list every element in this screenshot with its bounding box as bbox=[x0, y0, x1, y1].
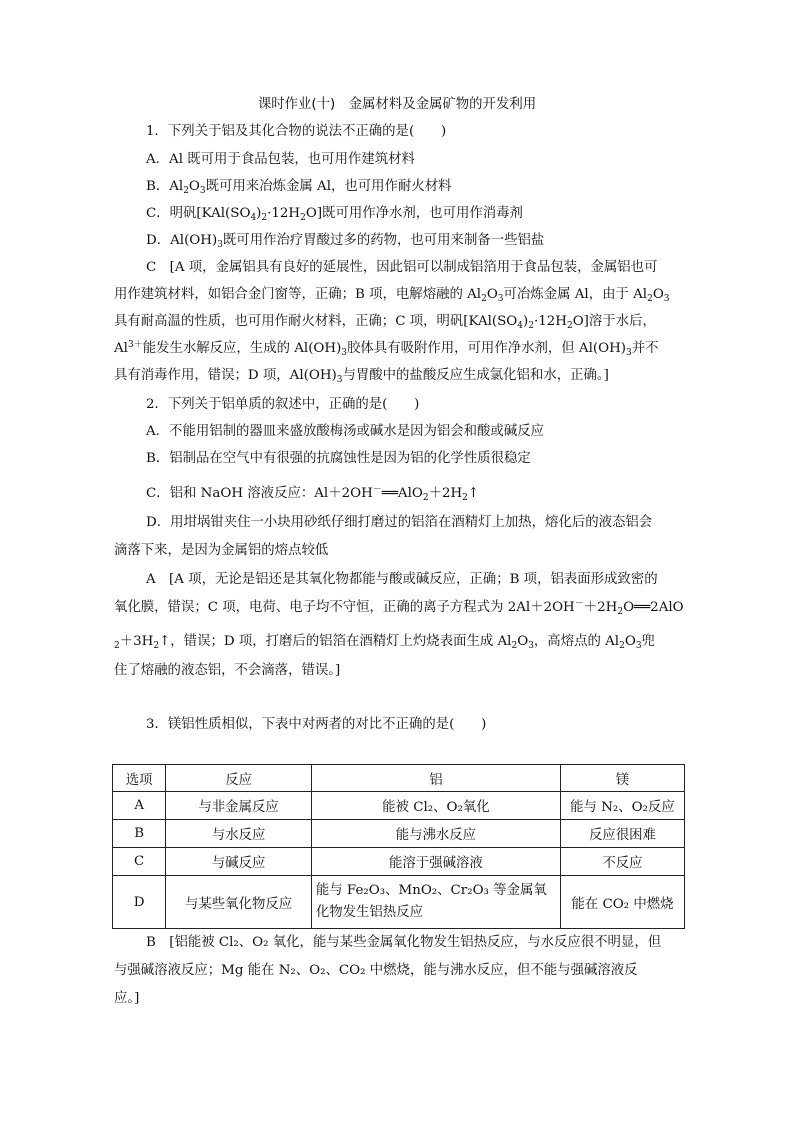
q1-option-d: D．$Al(OH)_3$既可用作治疗胃酸过多的药物，也可用来制备一些铝盐 bbox=[146, 233, 545, 250]
table-cell-al: 能与 Fe₂O₃、MnO₂、Cr₂O₃ 等金属氧化物发生铝热反应 bbox=[311, 876, 560, 929]
q2-option-d-line-2: 滴落下来，是因为金属铝的熔点较低 bbox=[114, 543, 329, 558]
table-row bbox=[113, 848, 685, 876]
q1-answer-line-3: 具有耐高温的性质，也可用作耐火材料，正确；C 项，明矾$[KAl(SO_4)_2\cdot 12H_2O]$溶于水后， bbox=[114, 314, 656, 331]
q1-option-c: C．明矾$[KAl(SO_4)_2\cdot 12H_2O]$既可用作净水剂，也可用作消毒剂 bbox=[146, 206, 523, 223]
q2-answer-line-1: A [A 项，无论是铝还是其氧化物都能与酸或碱反应，正确；B 项，铝表面形成致密的 bbox=[146, 572, 658, 587]
table-header-cell: 铝 bbox=[311, 765, 560, 792]
table-cell-reaction: 与非金属反应 bbox=[166, 792, 312, 820]
table-row bbox=[113, 792, 685, 820]
table-cell-reaction: 与碱反应 bbox=[166, 848, 312, 876]
q2-stem: 2．下列关于铝单质的叙述中，正确的是( ) bbox=[146, 397, 420, 412]
table-cell-reaction: 与水反应 bbox=[166, 820, 312, 848]
q1-answer-line-1: C [A 项，金属铝具有良好的延展性，因此铝可以制成铝箔用于食品包装，金属铝也可 bbox=[146, 260, 658, 275]
page-title: 课时作业(十) 金属材料及金属矿物的开发利用 bbox=[257, 97, 537, 112]
table-cell-mg: 能在 CO₂ 中燃烧 bbox=[560, 876, 684, 929]
table-header-cell: 选项 bbox=[113, 765, 166, 792]
q2-option-b: B．铝制品在空气中有很强的抗腐蚀性是因为铝的化学性质很稳定 bbox=[146, 451, 531, 466]
table-cell-al: 能被 Cl₂、O₂氧化 bbox=[311, 792, 560, 820]
q2-option-d-line-1: D．用坩埚钳夹住一小块用砂纸仔细打磨过的铝箔在酒精灯上加热，熔化后的液态铝会 bbox=[146, 515, 653, 530]
table-cell-mg: 反应很困难 bbox=[560, 820, 684, 848]
q3-answer-line-1: B [铝能被 Cl₂、O₂ 氧化，能与某些金属氧化物发生铝热反应，与水反应很不明显，但 bbox=[146, 935, 662, 950]
q1-stem: 1．下列关于铝及其化合物的说法不正确的是( ) bbox=[146, 124, 447, 139]
q2-option-c: C．铝和 NaOH 溶液反应：$Al+2OH^-══AlO_2+2H_2↑$ bbox=[146, 485, 480, 503]
q2-answer-line-4: 住了熔融的液态铝，不会滴落，错误。] bbox=[114, 663, 341, 678]
table-cell-option: C bbox=[113, 848, 166, 876]
q1-answer-line-4: $Al^{3+}$能发生水解反应，生成的 $Al(OH)_3$胶体具有吸附作用，可用作净水剂，但 $Al(OH)_3$并不 bbox=[114, 340, 659, 358]
table-header-cell: 反应 bbox=[166, 765, 312, 792]
q2-answer-line-2: 氧化膜，错误；C 项，电荷、电子均不守恒，正确的离子方程式为 $2Al+2OH^-+2H_2O══2AlO$ bbox=[114, 599, 684, 617]
table-row bbox=[113, 876, 685, 929]
q1-option-a: A．Al 既可用于食品包装，也可用作建筑材料 bbox=[146, 152, 415, 167]
table-cell-option: B bbox=[113, 820, 166, 848]
q3-answer-line-3: 应。] bbox=[114, 991, 140, 1006]
table-cell-mg: 能与 N₂、O₂反应 bbox=[560, 792, 684, 820]
q1-option-b: B．$Al_2O_3$既可用来冶炼金属 Al，也可用作耐火材料 bbox=[146, 179, 452, 196]
q3-stem: 3．镁铝性质相似，下表中对两者的对比不正确的是( ) bbox=[146, 717, 487, 732]
table-header-cell: 镁 bbox=[560, 765, 684, 792]
q2-answer-line-3: $_2+3H_2↑$，错误；D 项，打磨后的铝箔在酒精灯上灼烧表面生成 $Al_2O_3$，高熔点的 $Al_2O_3$兜 bbox=[114, 634, 655, 651]
q1-answer-line-5: 具有消毒作用，错误；D 项，$Al(OH)_3$与胃酸中的盐酸反应生成氯化铝和水，正确。] bbox=[114, 368, 609, 385]
q3-answer-line-2: 与强碱溶液反应；Mg 能在 N₂、O₂、CO₂ 中燃烧，能与沸水反应，但不能与强碱溶液反 bbox=[114, 963, 638, 978]
table-cell-al: 能与沸水反应 bbox=[311, 820, 560, 848]
comparison-table bbox=[112, 764, 685, 929]
q1-answer-line-2: 用作建筑材料，如铝合金门窗等，正确；B 项，电解熔融的 $Al_2O_3$可冶炼金属 Al，由于 $Al_2O_3$ bbox=[114, 287, 670, 304]
table-cell-option: D bbox=[113, 876, 166, 929]
table-row bbox=[113, 820, 685, 848]
q2-option-a: A．不能用铝制的器皿来盛放酸梅汤或碱水是因为铝会和酸或碱反应 bbox=[146, 424, 544, 439]
table-cell-mg: 不反应 bbox=[560, 848, 684, 876]
table-header-row bbox=[113, 765, 685, 792]
table-cell-option: A bbox=[113, 792, 166, 820]
table-cell-reaction: 与某些氧化物反应 bbox=[166, 876, 312, 929]
table-cell-al: 能溶于强碱溶液 bbox=[311, 848, 560, 876]
